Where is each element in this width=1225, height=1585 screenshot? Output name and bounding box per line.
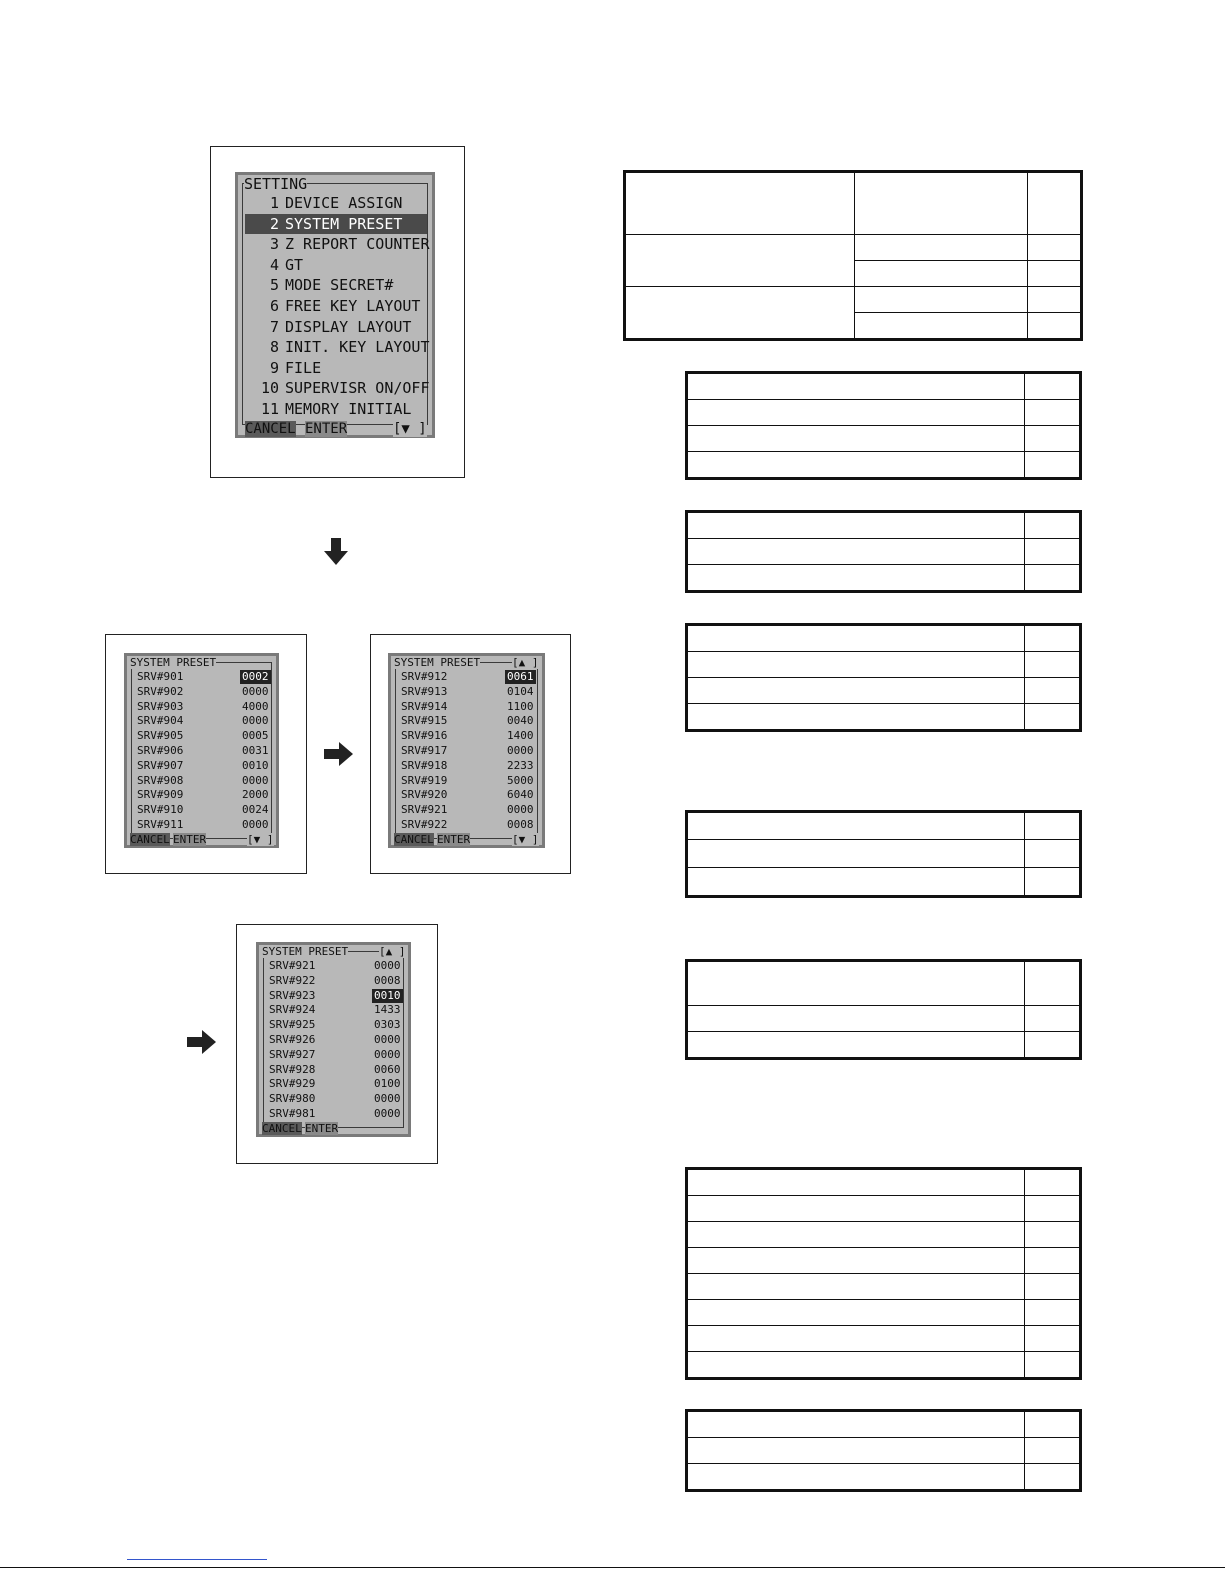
menu-item-label: INIT. KEY LAYOUT [285, 338, 430, 357]
preset-row-label: SRV#922 [401, 818, 448, 831]
menu-item-device-assign[interactable] [245, 193, 427, 213]
preset-row[interactable] [269, 959, 409, 973]
preset-row[interactable] [269, 1033, 409, 1047]
preset-lcd-3 [256, 942, 411, 1137]
menu-item-label: DISPLAY LAYOUT [285, 317, 412, 336]
preset-row[interactable] [137, 818, 277, 832]
menu-item-number: 9 [269, 358, 279, 377]
preset-row-label: SRV#907 [137, 758, 184, 772]
menu-item-supervisr-on-off[interactable] [245, 378, 430, 398]
cancel-button[interactable]: CANCEL [245, 421, 296, 437]
table-2 [687, 373, 1080, 478]
preset-row-value: 0303 [374, 1018, 401, 1032]
preset-row-label: SRV#916 [401, 729, 448, 743]
preset-row[interactable] [401, 788, 541, 802]
preset-row-label: SRV#902 [137, 684, 184, 698]
menu-item-number: 3 [269, 235, 279, 254]
preset-row[interactable] [401, 700, 541, 714]
preset-row[interactable] [137, 700, 277, 714]
enter-button[interactable]: ENTER [173, 833, 207, 846]
preset-row-label: SRV#980 [269, 1092, 316, 1106]
table-7 [687, 1169, 1080, 1378]
page-link-underline [127, 1559, 267, 1560]
page-footer-rule [0, 1567, 1225, 1568]
preset-row[interactable] [137, 729, 277, 743]
preset-row-value: 0010 [242, 758, 269, 772]
menu-item-number: 11 [260, 400, 279, 418]
preset-row-value: 1100 [507, 699, 534, 713]
table-8 [687, 1411, 1080, 1490]
menu-item-number: 7 [269, 317, 279, 336]
preset-row-label: SRV#918 [401, 758, 448, 772]
preset-1-title: SYSTEM PRESET [130, 656, 217, 669]
preset-row[interactable] [269, 1107, 409, 1121]
preset-value-cursor[interactable]: 0061 [507, 670, 534, 683]
preset-2-title: SYSTEM PRESET [394, 656, 481, 669]
preset-value-cursor[interactable]: 0002 [242, 670, 269, 683]
preset-row[interactable] [269, 1063, 409, 1077]
preset-row-label: SRV#926 [269, 1033, 316, 1046]
preset-3-title: SYSTEM PRESET [262, 945, 349, 958]
preset-row[interactable] [137, 759, 277, 773]
enter-button[interactable]: ENTER [305, 421, 348, 437]
preset-row-value: 0000 [374, 1092, 401, 1106]
preset-row-value: 0031 [242, 744, 269, 757]
scroll-down-indicator[interactable]: [▼ ] [247, 833, 274, 846]
preset-row-value: 0005 [242, 729, 269, 743]
preset-row-value: 0024 [242, 803, 269, 817]
menu-item-number: 1 [269, 194, 279, 212]
preset-row[interactable] [137, 670, 277, 684]
preset-row[interactable] [269, 1018, 409, 1032]
menu-item-number: 4 [269, 255, 279, 274]
preset-row-value: 2000 [242, 788, 269, 802]
preset-row[interactable] [401, 803, 541, 817]
preset-row[interactable] [137, 685, 277, 699]
preset-row-value: 0000 [242, 684, 269, 698]
preset-row-value: 0000 [242, 818, 269, 831]
preset-row[interactable] [401, 714, 541, 728]
menu-item-number: 8 [269, 338, 279, 357]
table-3 [687, 512, 1080, 591]
enter-button[interactable]: ENTER [305, 1122, 339, 1135]
preset-row-value: 6040 [507, 788, 534, 802]
preset-row-label: SRV#920 [401, 788, 448, 802]
preset-value-cursor[interactable]: 0010 [374, 988, 401, 1002]
table-4 [687, 625, 1080, 730]
scroll-up-indicator[interactable]: [▲ ] [512, 656, 539, 669]
preset-row-value: 0100 [374, 1077, 401, 1091]
preset-row-label: SRV#905 [137, 729, 184, 743]
preset-row-label: SRV#909 [137, 788, 184, 802]
preset-row[interactable] [269, 1092, 409, 1106]
preset-row[interactable] [269, 1077, 409, 1091]
menu-item-label: Z REPORT COUNTER [285, 235, 430, 254]
menu-item-label: MODE SECRET# [285, 276, 394, 295]
scroll-down-indicator[interactable]: [▼ ] [512, 833, 539, 846]
preset-row-label: SRV#981 [269, 1107, 316, 1120]
scroll-down-indicator[interactable]: [▼ ] [393, 421, 427, 437]
preset-row-value: 0000 [374, 959, 401, 972]
menu-item-z-report-counter[interactable] [245, 234, 430, 254]
preset-row-label: SRV#906 [137, 744, 184, 757]
menu-item-init-key-layout[interactable] [245, 337, 430, 357]
menu-item-file[interactable] [245, 358, 427, 378]
table-5 [687, 812, 1080, 896]
preset-row-label: SRV#924 [269, 1003, 316, 1017]
preset-row-value: 1400 [507, 729, 534, 743]
preset-row-label: SRV#928 [269, 1062, 316, 1076]
preset-row[interactable] [137, 714, 277, 728]
preset-row-label: SRV#917 [401, 744, 448, 757]
scroll-up-indicator[interactable]: [▲ ] [379, 945, 406, 958]
menu-item-label: FREE KEY LAYOUT [285, 297, 421, 315]
preset-row-value: 0000 [242, 773, 269, 787]
menu-item-display-layout[interactable] [245, 317, 427, 337]
preset-row-value: 2233 [507, 758, 534, 772]
table-6 [687, 961, 1080, 1058]
preset-row-label: SRV#929 [269, 1077, 316, 1091]
preset-row-value: 1433 [374, 1003, 401, 1017]
menu-item-system-preset[interactable] [245, 214, 427, 234]
preset-row-label: SRV#914 [401, 699, 448, 713]
cancel-button[interactable]: CANCEL [262, 1122, 302, 1135]
preset-row-label: SRV#923 [269, 988, 316, 1002]
preset-row-value: 0008 [374, 973, 401, 987]
menu-item-label: SYSTEM PRESET [285, 214, 403, 233]
preset-row[interactable] [137, 774, 277, 788]
preset-lcd-2 [388, 653, 545, 848]
menu-item-memory-initial[interactable] [245, 399, 427, 419]
preset-row[interactable] [401, 685, 541, 699]
preset-row-label: SRV#912 [401, 670, 448, 683]
preset-row-value: 0000 [242, 714, 269, 728]
preset-row[interactable] [401, 774, 541, 788]
preset-row-label: SRV#921 [269, 959, 316, 972]
preset-row-label: SRV#925 [269, 1018, 316, 1032]
preset-row[interactable] [269, 1003, 409, 1017]
preset-row[interactable] [401, 818, 541, 832]
enter-button[interactable]: ENTER [437, 833, 471, 846]
preset-row-label: SRV#911 [137, 818, 184, 831]
preset-row[interactable] [401, 729, 541, 743]
preset-row[interactable] [401, 744, 541, 758]
menu-item-free-key-layout[interactable] [245, 296, 427, 316]
preset-row-value: 0000 [374, 1033, 401, 1046]
menu-item-number: 2 [269, 214, 279, 233]
preset-row[interactable] [137, 788, 277, 802]
menu-item-label: SUPERVISR ON/OFF [285, 379, 430, 398]
menu-item-label: GT [285, 255, 304, 274]
preset-row-value: 0104 [507, 684, 534, 698]
menu-item-label: FILE [285, 358, 322, 377]
preset-row[interactable] [269, 989, 409, 1003]
menu-item-gt[interactable] [245, 255, 427, 275]
preset-row-value: 0060 [374, 1062, 401, 1076]
preset-row-value: 5000 [507, 773, 534, 787]
preset-row-label: SRV#903 [137, 699, 184, 713]
preset-row[interactable] [401, 759, 541, 773]
preset-row[interactable] [401, 670, 541, 684]
menu-item-label: MEMORY INITIAL [285, 400, 412, 418]
menu-item-number: 6 [269, 297, 279, 315]
preset-row-label: SRV#910 [137, 803, 184, 817]
preset-row-value: 0008 [507, 818, 534, 831]
preset-row-value: 0000 [374, 1107, 401, 1120]
preset-row-value: 0000 [374, 1047, 401, 1061]
preset-row-label: SRV#904 [137, 714, 184, 728]
menu-item-mode-secret[interactable] [245, 275, 427, 295]
preset-row-value: 0040 [507, 714, 534, 728]
preset-row[interactable] [269, 974, 409, 988]
preset-lcd-1 [124, 653, 279, 848]
preset-row-label: SRV#921 [401, 803, 448, 817]
cancel-button[interactable]: CANCEL [130, 833, 170, 846]
preset-row-label: SRV#919 [401, 773, 448, 787]
preset-row-value: 0000 [507, 744, 534, 757]
menu-item-label: DEVICE ASSIGN [285, 194, 403, 212]
preset-row-label: SRV#922 [269, 973, 316, 987]
preset-row-value: 4000 [242, 699, 269, 713]
preset-row-label: SRV#927 [269, 1047, 316, 1061]
preset-row[interactable] [137, 803, 277, 817]
cancel-button[interactable]: CANCEL [394, 833, 434, 846]
preset-row[interactable] [269, 1048, 409, 1062]
preset-row-label: SRV#915 [401, 714, 448, 728]
setting-lcd [235, 172, 435, 438]
preset-row-label: SRV#901 [137, 670, 184, 683]
table-1 [625, 172, 1081, 339]
arrow-right-icon [324, 742, 354, 766]
preset-row-label: SRV#913 [401, 684, 448, 698]
arrow-right-icon [187, 1030, 217, 1054]
preset-row-value: 0000 [507, 803, 534, 817]
setting-title: SETTING [244, 175, 308, 193]
preset-row[interactable] [137, 744, 277, 758]
menu-item-number: 10 [260, 379, 279, 398]
arrow-down-icon [324, 538, 348, 566]
menu-item-number: 5 [269, 276, 279, 295]
preset-row-label: SRV#908 [137, 773, 184, 787]
